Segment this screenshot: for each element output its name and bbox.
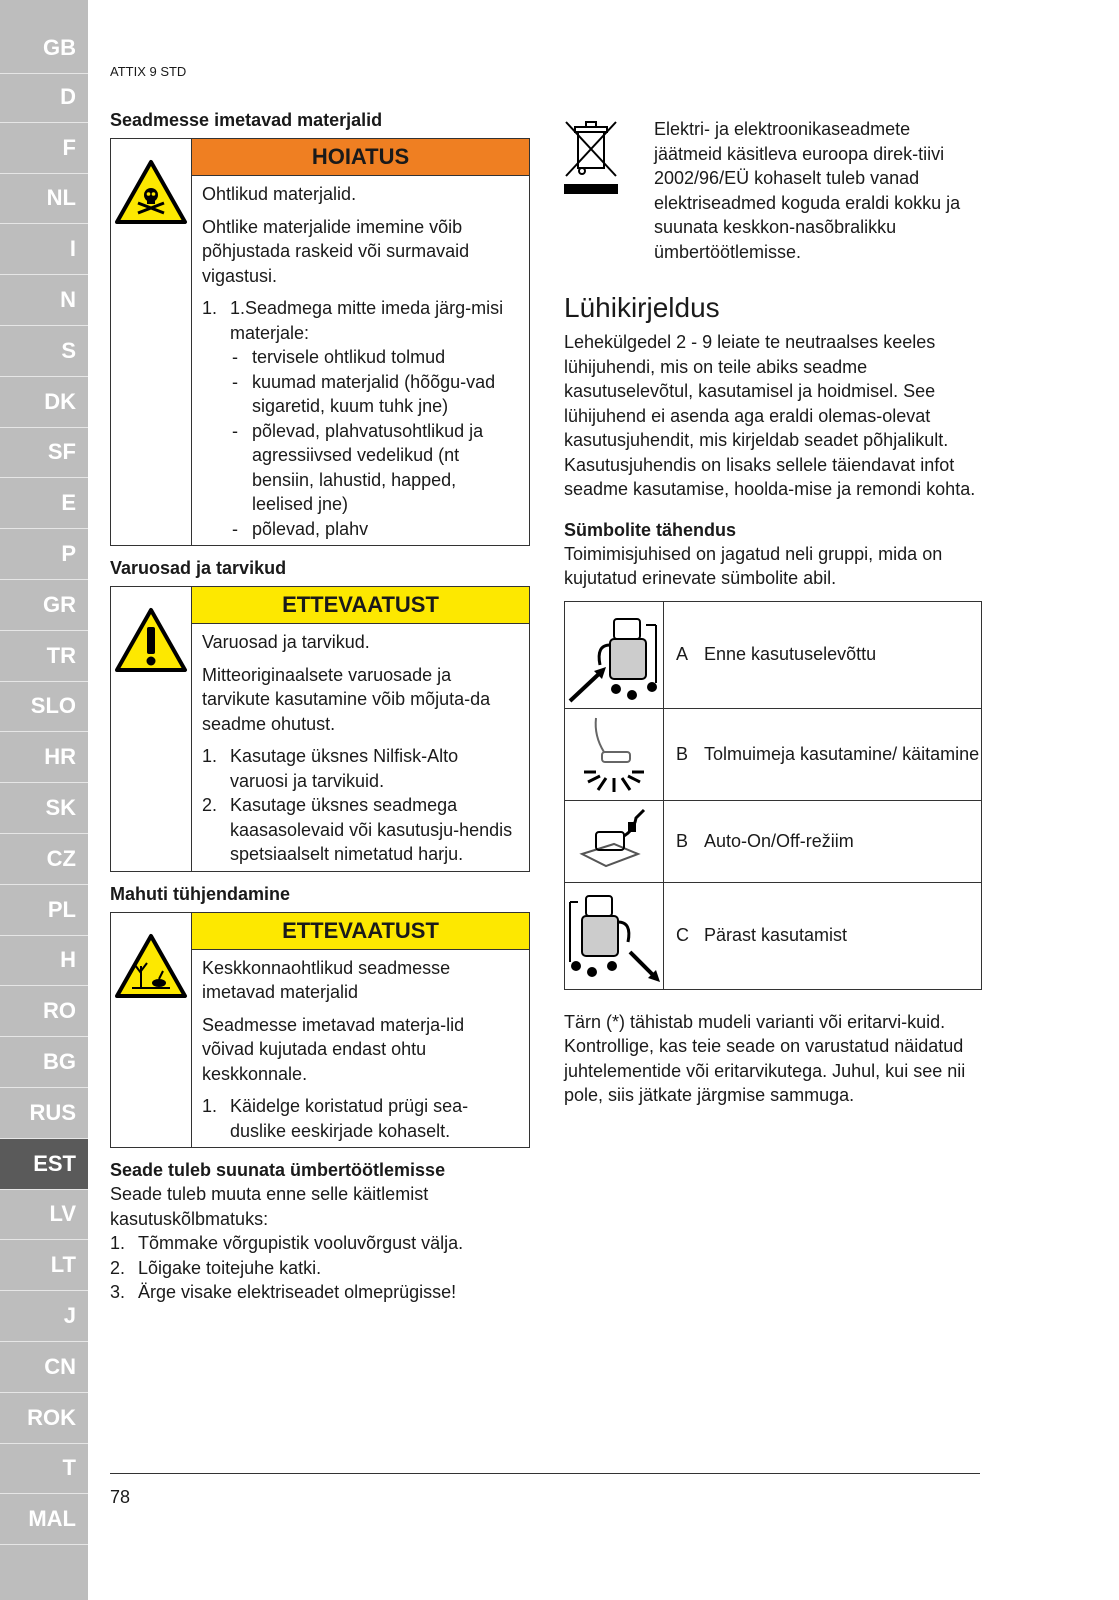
caution-box-spare-parts: [110, 586, 530, 872]
weee-text: Elektri- ja elektroonikaseadmete jäätmeid käsitleva euroopa direk-tiivi 2002/96/EÜ kohaselt tuleb vanad elektriseadmed koguda eraldi kokku ja suunata keskkon-nasõbralikku ümbertöötlemisse.: [654, 119, 961, 262]
symbol-letter: C: [676, 925, 689, 946]
language-tab-nl[interactable]: NL: [0, 173, 88, 224]
language-tab-rus[interactable]: RUS: [0, 1088, 88, 1139]
environment-description: Seadmesse imetavad materja-lid võivad kujutada endast ohtu keskkonnale.: [202, 1014, 465, 1084]
crossed-bin-icon: [564, 118, 654, 264]
equipment-note: Kontrollige, kas teie seade on varustatud näidatud juhtelementide või eritarvikutega. Juhul, kui see nii pole, siis jätkate järgmise sammuga.: [564, 1036, 966, 1105]
language-tab-i[interactable]: I: [0, 224, 88, 275]
list-item: 1. Tõmmake võrgupistik vooluvõrgust välja.: [110, 1233, 464, 1253]
warning-box-hazardous: [110, 138, 530, 546]
caution-description: Mitteoriginaalsete varuosade ja tarvikute kasutamine võib mõjuta-da seadme ohutust.: [202, 664, 491, 734]
language-tab-hr[interactable]: HR: [0, 732, 88, 783]
language-tab-s[interactable]: S: [0, 326, 88, 377]
language-tab-slo[interactable]: SLO: [0, 681, 88, 732]
list-item: 1. Käidelge koristatud prügi sea-duslike eeskirjade kohaselt.: [202, 1096, 469, 1141]
symbol-letter: B: [676, 743, 689, 764]
language-tab-f[interactable]: F: [0, 123, 88, 174]
list-item: - põlevad, plahvatusohtlikud ja agressiivsed vedelikud (nt bensiin, lahustid, happed, leelised jne): [232, 420, 484, 514]
right-column: [564, 118, 982, 1108]
symbol-row: [565, 708, 981, 800]
list-item: - kuumad materjalid (hõõgu-vad sigaretid, kuum tuhk jne): [232, 371, 496, 416]
list-item: 2. Kasutage üksnes seadmega kaasasolevaid või kasutusju-hendis spetsiaalselt nimetatud harju.: [202, 795, 513, 864]
language-tab-cz[interactable]: CZ: [0, 834, 88, 885]
recycling-intro: Seade tuleb muuta enne selle käitlemist kasutuskõlbmatuks:: [110, 1184, 429, 1229]
language-tab-cn[interactable]: CN: [0, 1342, 88, 1393]
language-tab-lv[interactable]: LV: [0, 1189, 88, 1240]
environment-label: Keskkonnaohtlikud seadmesse imetavad materjalid: [202, 957, 451, 1002]
model-header: ATTIX 9 STD: [110, 64, 187, 79]
language-tab-mal[interactable]: MAL: [0, 1494, 88, 1545]
symbol-label: Tolmuimeja kasutamine/ käitamine: [704, 743, 980, 764]
warning-banner: HOIATUS: [192, 139, 529, 176]
power-tool-icon: [565, 801, 664, 882]
list-item: 1. 1.Seadmega mitte imeda järg-misi materjale:: [202, 298, 504, 343]
language-tab-lt[interactable]: LT: [0, 1240, 88, 1291]
floor-nozzle-icon: [565, 709, 664, 800]
symbol-label: Auto-On/Off-režiim: [704, 830, 854, 851]
page-number: 78: [110, 1487, 131, 1507]
spare-parts-list: [202, 744, 519, 867]
list-item: 1. Kasutage üksnes Nilfisk-Alto varuosi ja tarvikuid.: [202, 746, 459, 791]
exclamation-warning-icon: [111, 587, 192, 871]
language-tab-d[interactable]: D: [0, 72, 88, 123]
intro-text: Lehekülgedel 2 - 9 leiate te neutraalses keeles lühijuhendi, mis on teile abiks seadme kasutuselevõtul, kasutamisel ja hoidmisel. See lühijuhend ei asenda aga eraldi olemas-olevat kasutusjuhendit, mis kirjeldab seadet põhjalikult. Kasutusjuhendis on lisaks sellele täiendavat infot seadme kasutamise, hoolda-mise ja remondi kohta.: [564, 332, 976, 499]
language-tab-p[interactable]: P: [0, 529, 88, 580]
hazard-label: Ohtlikud materjalid.: [202, 184, 357, 204]
vacuum-arrow-in-icon: [565, 602, 664, 708]
left-column: [110, 108, 530, 1305]
language-tab-n[interactable]: N: [0, 275, 88, 326]
language-tab-dk[interactable]: DK: [0, 377, 88, 428]
asterisk-note: Tärn (*) tähistab mudeli varianti või eritarvi-kuid.: [564, 1011, 946, 1032]
list-item: - põlevad, plahv: [232, 518, 369, 539]
language-tab-ro[interactable]: RO: [0, 986, 88, 1037]
language-tab-sf[interactable]: SF: [0, 427, 88, 478]
section-title-emptying: Mahuti tühjendamine: [110, 883, 290, 904]
caution-box-environment: [110, 912, 530, 1149]
weee-notice: [564, 118, 982, 264]
toxic-warning-icon: [111, 139, 192, 545]
symbol-letter: A: [676, 644, 689, 665]
language-tab-t[interactable]: T: [0, 1443, 88, 1494]
symbol-letter: B: [676, 830, 689, 851]
symbol-row: [565, 800, 981, 882]
language-tab-gr[interactable]: GR: [0, 580, 88, 631]
language-tab-pl[interactable]: PL: [0, 885, 88, 936]
list-item: 2. Lõigake toitejuhe katki.: [110, 1257, 322, 1278]
symbol-label: Pärast kasutamist: [704, 925, 848, 946]
vacuum-arrow-out-icon: [565, 883, 664, 989]
symbols-title: Sümbolite tähendus: [564, 519, 737, 540]
language-tab-j[interactable]: J: [0, 1291, 88, 1342]
symbols-table: [564, 601, 982, 990]
list-item: 3. Ärge visake elektriseadet olmeprügisse!: [110, 1282, 457, 1302]
symbol-label: Enne kasutuselevõttu: [704, 644, 877, 665]
language-tab-e[interactable]: E: [0, 478, 88, 529]
recycling-steps-list: [110, 1231, 530, 1305]
caution-banner: ETTEVAATUST: [192, 587, 529, 624]
language-tab-sk[interactable]: SK: [0, 783, 88, 834]
section-title-spare-parts: Varuosad ja tarvikud: [110, 558, 287, 578]
symbol-row: [565, 882, 981, 989]
language-sidebar: [0, 0, 88, 1600]
list-item: - tervisele ohtlikud tolmud: [232, 347, 446, 367]
section-title-suction-materials: Seadmesse imetavad materjalid: [110, 110, 383, 130]
footer-divider: [110, 1473, 980, 1474]
language-tab-h[interactable]: H: [0, 935, 88, 986]
language-tab-tr[interactable]: TR: [0, 631, 88, 682]
language-tab-gb[interactable]: GB: [0, 23, 88, 74]
caution-banner: ETTEVAATUST: [192, 913, 529, 950]
disposal-list: [202, 1094, 519, 1143]
section-title-recycling: Seade tuleb suunata ümbertöötlemisse: [110, 1160, 446, 1180]
language-tab-est[interactable]: EST: [0, 1139, 88, 1190]
environment-hazard-icon: [111, 913, 192, 1148]
language-tab-bg[interactable]: BG: [0, 1037, 88, 1088]
caution-label: Varuosad ja tarvikud.: [202, 632, 370, 652]
language-tab-rok[interactable]: ROK: [0, 1393, 88, 1444]
symbol-row: [565, 602, 981, 708]
symbols-intro: Toimimisjuhised on jagatud neli gruppi, mida on kujutatud erinevate sümbolite abil.: [564, 543, 943, 588]
hazard-description: Ohtlike materjalide imemine võib põhjustada raskeid või surmavaid vigastusi.: [202, 216, 470, 286]
hazard-materials-list: [232, 345, 519, 541]
page-title: Lühikirjeldus: [564, 292, 720, 323]
